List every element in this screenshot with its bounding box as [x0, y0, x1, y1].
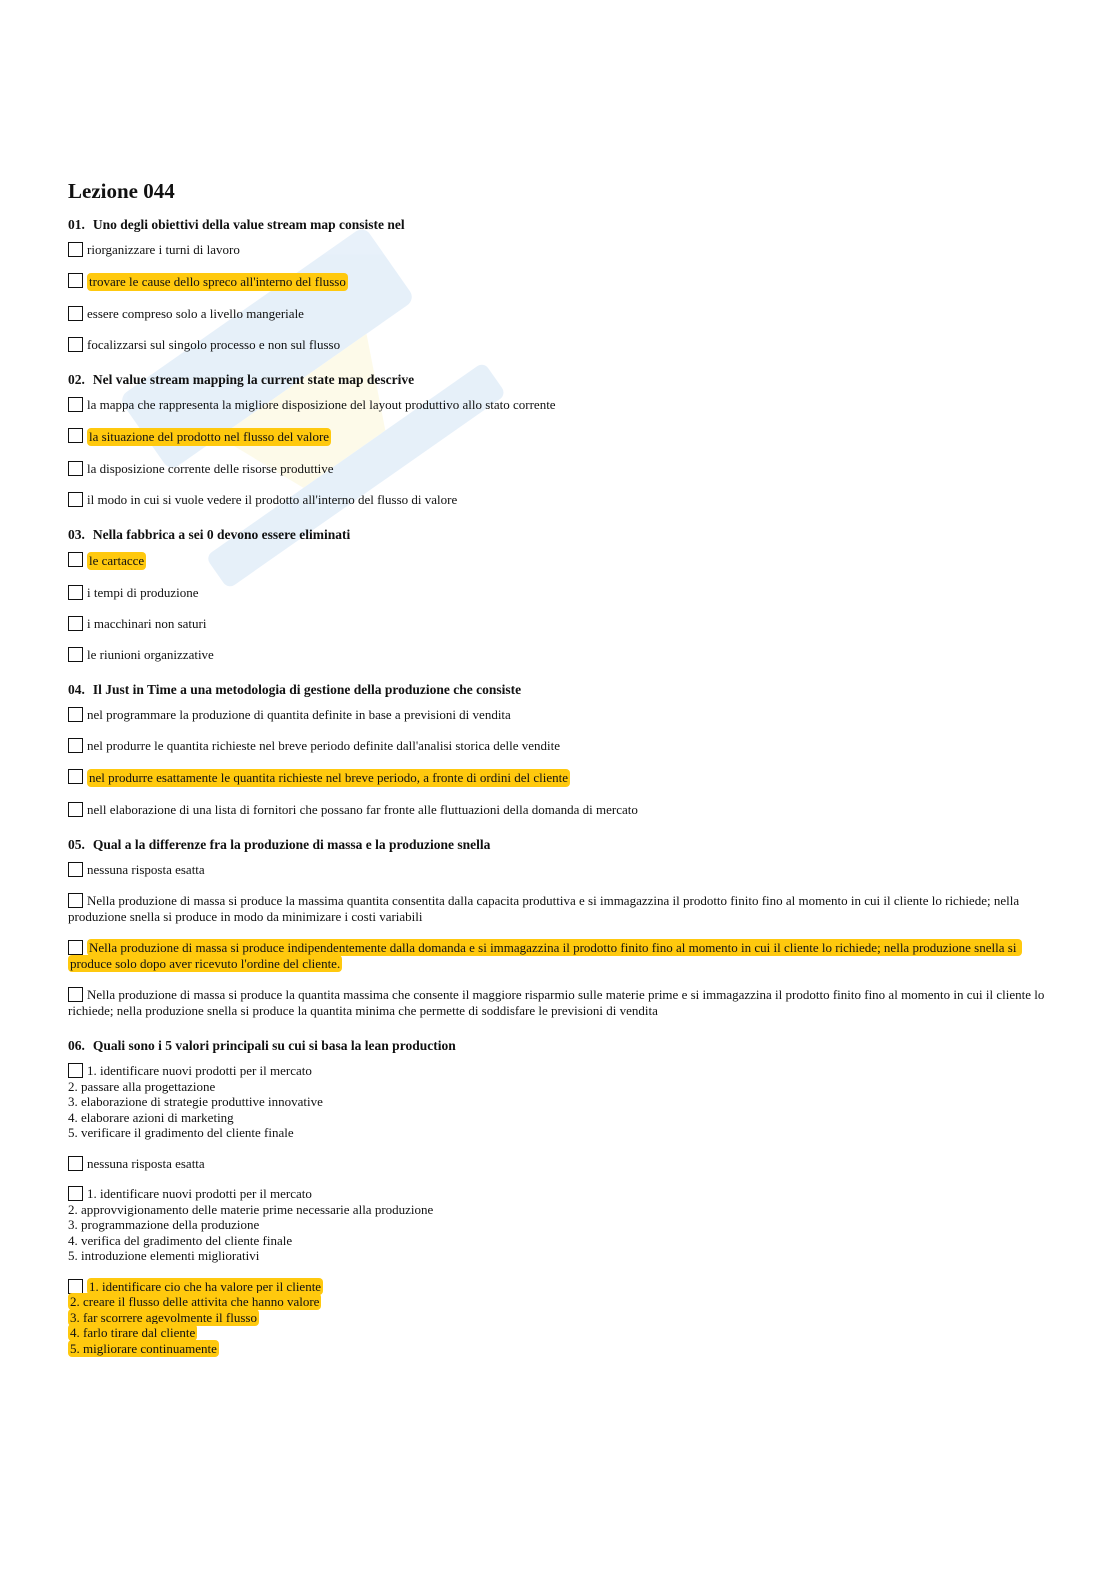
answer-option[interactable]	[68, 461, 1053, 477]
answer-checkbox[interactable]	[68, 492, 83, 507]
answer-line: 4. elaborare azioni di marketing	[68, 1109, 234, 1125]
answer-text: nessuna risposta esatta	[87, 862, 205, 877]
answer-text	[68, 1063, 1053, 1141]
answer-option[interactable]	[68, 428, 1053, 446]
answer-checkbox[interactable]	[68, 428, 83, 443]
question-5	[68, 836, 1053, 1019]
answer-line: 2. approvvigionamento delle materie prime necessarie alla produzione	[68, 1201, 434, 1217]
question-text: Nella fabbrica a sei 0 devono essere eliminati	[92, 527, 351, 542]
answer-option[interactable]	[68, 337, 1053, 353]
answer-checkbox[interactable]	[68, 273, 83, 288]
answer-text: i tempi di produzione	[87, 585, 199, 600]
answer-checkbox[interactable]	[68, 616, 83, 631]
answer-text: Nella produzione di massa si produce la quantita massima che consente il maggiore risparmio sulle materie prime e si immagazzina il prodotto finito fino al momento in cui il cliente lo richiede; nella produzione snella si produce la quantita minima che permette di soddisfare le previsioni di vendita	[68, 987, 1048, 1018]
answer-checkbox[interactable]	[68, 397, 83, 412]
question-number: 04.	[68, 682, 85, 697]
question-3	[68, 526, 1053, 663]
answer-line: 1. identificare nuovi prodotti per il mercato	[87, 1186, 312, 1201]
answer-text: il modo in cui si vuole vedere il prodotto all'interno del flusso di valore	[87, 492, 458, 507]
answer-option[interactable]	[68, 492, 1053, 508]
question-number: 05.	[68, 837, 85, 852]
answer-option[interactable]	[68, 397, 1053, 413]
answer-checkbox[interactable]	[68, 738, 83, 753]
answer-text: Nella produzione di massa si produce la massima quantita consentita dalla capacita produttiva e si immagazzina il prodotto finito fino al momento in cui il cliente lo richiede; nella produzione snella si produce in modo da minimizare i costi variabili	[68, 893, 1023, 924]
question-text: Nel value stream mapping la current state map descrive	[92, 372, 415, 387]
answer-line: 5. migliorare continuamente	[70, 1340, 217, 1356]
answer-line: 1. identificare cio che ha valore per il cliente	[89, 1278, 322, 1294]
answer-option[interactable]	[68, 242, 1053, 258]
answer-option[interactable]	[68, 1156, 1053, 1172]
answer-checkbox[interactable]	[68, 306, 83, 321]
answer-option[interactable]	[68, 769, 1053, 787]
answer-text: la situazione del prodotto nel flusso del valore	[89, 429, 330, 444]
answer-checkbox[interactable]	[68, 1186, 83, 1201]
answer-checkbox[interactable]	[68, 940, 83, 955]
answer-checkbox[interactable]	[68, 893, 83, 908]
answer-option[interactable]	[68, 862, 1053, 878]
answer-option[interactable]	[68, 1063, 1053, 1141]
answer-checkbox[interactable]	[68, 337, 83, 352]
answer-text: Nella produzione di massa si produce indipendentemente dalla domanda e si immagazzina il prodotto finito fino al momento in cui il cliente lo richiede; nella produzione snella si produce solo dopo aver ricevuto l'ordine del cliente.	[70, 940, 1020, 971]
answer-option[interactable]	[68, 616, 1053, 632]
answer-line: 1. identificare nuovi prodotti per il mercato	[87, 1063, 312, 1078]
question-title	[68, 681, 1053, 699]
answer-text: nel produrre esattamente le quantita richieste nel breve periodo, a fronte di ordini del cliente	[89, 770, 569, 785]
answer-option[interactable]	[68, 273, 1053, 291]
answer-checkbox[interactable]	[68, 647, 83, 662]
answer-line: 4. farlo tirare dal cliente	[70, 1325, 196, 1340]
question-text: Quali sono i 5 valori principali su cui si basa la lean production	[92, 1038, 456, 1053]
question-title	[68, 1037, 1053, 1055]
answer-text: nel programmare la produzione di quantita definite in base a previsioni di vendita	[87, 707, 511, 722]
answer-text: riorganizzare i turni di lavoro	[87, 242, 240, 257]
answer-text: essere compreso solo a livello mangeriale	[87, 306, 304, 321]
answer-checkbox[interactable]	[68, 1063, 83, 1078]
answer-checkbox[interactable]	[68, 707, 83, 722]
answer-checkbox[interactable]	[68, 242, 83, 257]
answer-text	[68, 1156, 1053, 1172]
answer-line: 2. passare alla progettazione	[68, 1078, 216, 1094]
answer-checkbox[interactable]	[68, 862, 83, 877]
answer-checkbox[interactable]	[68, 585, 83, 600]
answer-line: 5. introduzione elementi migliorativi	[68, 1248, 260, 1263]
question-text: Il Just in Time a una metodologia di gestione della produzione che consiste	[92, 682, 522, 697]
answer-line: 2. creare il flusso delle attivita che hanno valore	[70, 1294, 320, 1309]
answer-text	[68, 1279, 1053, 1357]
answer-text: nel produrre le quantita richieste nel breve periodo definite dall'analisi storica delle vendite	[87, 738, 561, 753]
answer-option[interactable]	[68, 940, 1053, 972]
question-title	[68, 371, 1053, 389]
answer-line: 3. programmazione della produzione	[68, 1217, 260, 1232]
answer-line: 3. far scorrere agevolmente il flusso	[70, 1309, 257, 1325]
answer-option[interactable]	[68, 1186, 1053, 1264]
answer-text: focalizzarsi sul singolo processo e non sul flusso	[87, 337, 341, 352]
question-number: 06.	[68, 1038, 85, 1053]
answer-checkbox[interactable]	[68, 769, 83, 784]
document-page	[68, 178, 1053, 1374]
question-number: 03.	[68, 527, 85, 542]
answer-text: la disposizione corrente delle risorse produttive	[87, 461, 334, 476]
question-text: Qual a la differenze fra la produzione di massa e la produzione snella	[92, 837, 491, 852]
answer-option[interactable]	[68, 987, 1053, 1019]
answer-option[interactable]	[68, 802, 1053, 818]
question-title	[68, 526, 1053, 544]
answer-text: trovare le cause dello spreco all'interno del flusso	[89, 274, 346, 289]
answer-option[interactable]	[68, 306, 1053, 322]
question-list	[68, 216, 1053, 1356]
question-number: 01.	[68, 217, 85, 232]
page-title: Lezione 044	[68, 179, 175, 203]
question-number: 02.	[68, 372, 85, 387]
answer-text: i macchinari non saturi	[87, 616, 207, 631]
answer-option[interactable]	[68, 585, 1053, 601]
answer-line: 3. elaborazione di strategie produttive innovative	[68, 1094, 323, 1109]
question-title	[68, 836, 1053, 854]
answer-option[interactable]	[68, 647, 1053, 663]
answer-checkbox[interactable]	[68, 802, 83, 817]
answer-option[interactable]	[68, 552, 1053, 570]
question-text: Uno degli obiettivi della value stream map consiste nel	[92, 217, 405, 232]
answer-option[interactable]	[68, 893, 1053, 925]
answer-checkbox[interactable]	[68, 1156, 83, 1171]
answer-line: nessuna risposta esatta	[87, 1155, 205, 1171]
answer-checkbox[interactable]	[68, 461, 83, 476]
answer-checkbox[interactable]	[68, 987, 83, 1002]
answer-line: 5. verificare il gradimento del cliente finale	[68, 1125, 294, 1140]
answer-text: nell elaborazione di una lista di fornitori che possano far fronte alle fluttuazioni della domanda di mercato	[87, 802, 638, 817]
answer-text: le riunioni organizzative	[87, 647, 214, 662]
answer-text: la mappa che rappresenta la migliore disposizione del layout produttivo allo stato corrente	[87, 397, 556, 412]
answer-option[interactable]	[68, 707, 1053, 723]
question-title	[68, 216, 1053, 234]
question-2	[68, 371, 1053, 508]
answer-checkbox[interactable]	[68, 1279, 83, 1294]
answer-text	[68, 1186, 1053, 1264]
answer-text: le cartacce	[89, 553, 145, 568]
answer-option[interactable]	[68, 738, 1053, 754]
answer-option[interactable]	[68, 1279, 1053, 1357]
answer-checkbox[interactable]	[68, 552, 83, 567]
answer-line: 4. verifica del gradimento del cliente finale	[68, 1232, 293, 1248]
question-1	[68, 216, 1053, 353]
question-6	[68, 1037, 1053, 1356]
question-4	[68, 681, 1053, 818]
